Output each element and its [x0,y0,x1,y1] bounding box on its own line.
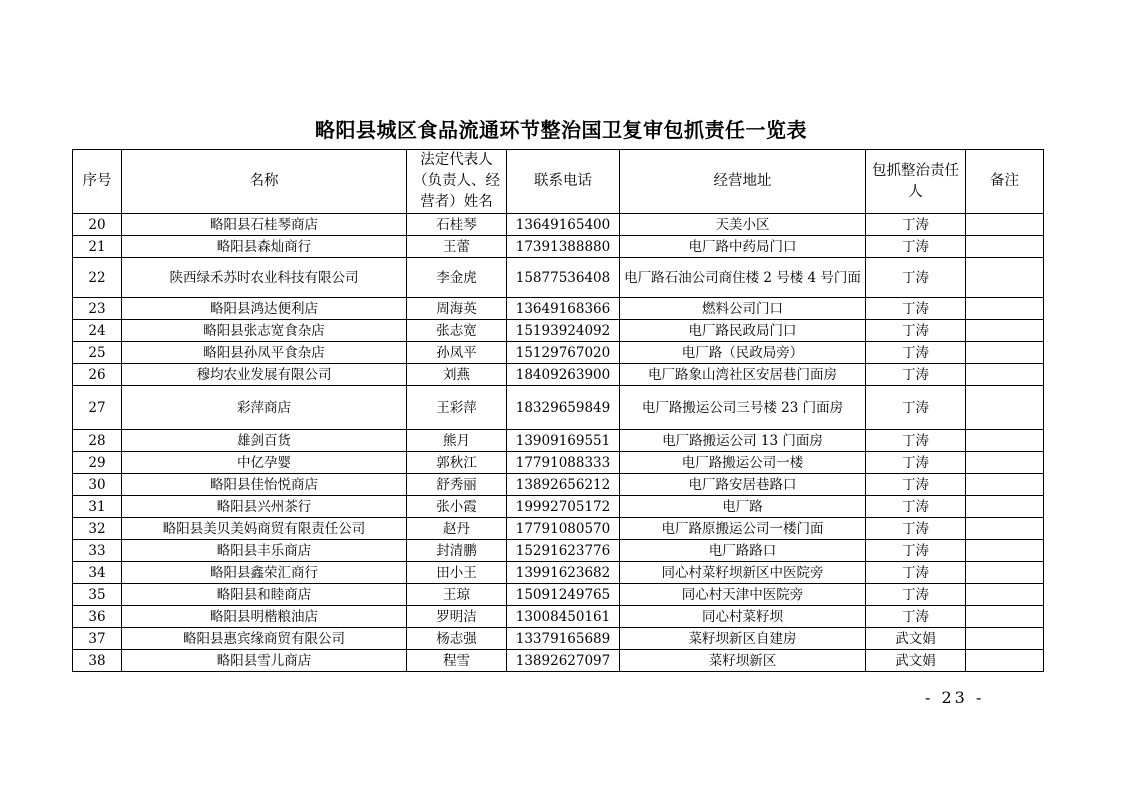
table-header-row [73,150,1044,214]
cell-responsible: 丁涛 [866,584,966,606]
page-title: 略阳县城区食品流通环节整治国卫复审包抓责任一览表 [315,118,807,142]
cell-responsible: 丁涛 [866,236,966,258]
cell-address: 电厂路搬运公司三号楼 23 门面房 [620,386,866,430]
cell-seq: 24 [73,320,122,342]
cell-address: 电厂路象山湾社区安居巷门面房 [620,364,866,386]
cell-responsible: 丁涛 [866,386,966,430]
cell-remark [966,364,1044,386]
cell-legal-rep: 刘燕 [407,364,507,386]
cell-legal-rep: 王琼 [407,584,507,606]
cell-phone: 15091249765 [507,584,620,606]
cell-remark [966,540,1044,562]
page-number: - 23 - [925,688,985,707]
cell-name: 略阳县兴州茶行 [122,496,407,518]
header-address: 经营地址 [620,150,866,214]
cell-seq: 25 [73,342,122,364]
cell-remark [966,236,1044,258]
cell-address: 电厂路石油公司商住楼 2 号楼 4 号门面 [620,258,866,298]
cell-phone: 18329659849 [507,386,620,430]
cell-phone: 13008450161 [507,606,620,628]
cell-responsible: 丁涛 [866,298,966,320]
cell-remark [966,518,1044,540]
cell-seq: 32 [73,518,122,540]
cell-responsible: 武文娟 [866,650,966,672]
cell-legal-rep: 程雪 [407,650,507,672]
cell-name: 略阳县森灿商行 [122,236,407,258]
table-row [73,236,1044,258]
cell-seq: 30 [73,474,122,496]
cell-legal-rep: 郭秋江 [407,452,507,474]
cell-legal-rep: 石桂琴 [407,214,507,236]
cell-phone: 15129767020 [507,342,620,364]
cell-name: 略阳县惠宾缘商贸有限公司 [122,628,407,650]
cell-name: 雄剑百货 [122,430,407,452]
cell-phone: 17791088333 [507,452,620,474]
cell-phone: 13892656212 [507,474,620,496]
cell-seq: 20 [73,214,122,236]
cell-name: 彩萍商店 [122,386,407,430]
table-row [73,364,1044,386]
cell-seq: 38 [73,650,122,672]
cell-address: 同心村天津中医院旁 [620,584,866,606]
cell-name: 中亿孕婴 [122,452,407,474]
cell-address: 天美小区 [620,214,866,236]
cell-phone: 13379165689 [507,628,620,650]
cell-seq: 23 [73,298,122,320]
cell-legal-rep: 李金虎 [407,258,507,298]
cell-seq: 29 [73,452,122,474]
cell-responsible: 丁涛 [866,342,966,364]
cell-phone: 19992705172 [507,496,620,518]
header-responsible: 包抓整治责任人 [866,150,966,214]
cell-phone: 13649168366 [507,298,620,320]
cell-phone: 18409263900 [507,364,620,386]
cell-phone: 15877536408 [507,258,620,298]
cell-phone: 17791080570 [507,518,620,540]
cell-responsible: 丁涛 [866,258,966,298]
header-name: 名称 [122,150,407,214]
cell-address: 电厂路（民政局旁） [620,342,866,364]
cell-responsible: 丁涛 [866,474,966,496]
table-row [73,496,1044,518]
table-row [73,606,1044,628]
cell-address: 燃料公司门口 [620,298,866,320]
cell-responsible: 丁涛 [866,606,966,628]
table-row [73,628,1044,650]
cell-responsible: 丁涛 [866,562,966,584]
cell-seq: 34 [73,562,122,584]
cell-address: 电厂路安居巷路口 [620,474,866,496]
cell-address: 菜籽坝新区 [620,650,866,672]
table-body [73,214,1044,672]
cell-phone: 15291623776 [507,540,620,562]
cell-remark [966,606,1044,628]
cell-remark [966,320,1044,342]
cell-remark [966,386,1044,430]
cell-responsible: 丁涛 [866,452,966,474]
cell-name: 穆均农业发展有限公司 [122,364,407,386]
cell-responsible: 丁涛 [866,430,966,452]
cell-legal-rep: 熊月 [407,430,507,452]
cell-remark [966,430,1044,452]
cell-phone: 13649165400 [507,214,620,236]
cell-remark [966,474,1044,496]
cell-name: 略阳县雪儿商店 [122,650,407,672]
table-row [73,258,1044,298]
cell-seq: 27 [73,386,122,430]
header-legal-rep: 法定代表人（负责人、经营者）姓名 [407,150,507,214]
table-row [73,650,1044,672]
cell-name: 略阳县美贝美妈商贸有限责任公司 [122,518,407,540]
cell-seq: 33 [73,540,122,562]
cell-responsible: 丁涛 [866,540,966,562]
cell-name: 略阳县石桂琴商店 [122,214,407,236]
cell-legal-rep: 周海英 [407,298,507,320]
cell-remark [966,628,1044,650]
cell-legal-rep: 田小王 [407,562,507,584]
cell-legal-rep: 王彩萍 [407,386,507,430]
header-seq: 序号 [73,150,122,214]
cell-remark [966,214,1044,236]
cell-seq: 35 [73,584,122,606]
table-row [73,452,1044,474]
cell-legal-rep: 孙凤平 [407,342,507,364]
table-row [73,342,1044,364]
cell-legal-rep: 张小霞 [407,496,507,518]
cell-seq: 26 [73,364,122,386]
cell-name: 略阳县和睦商店 [122,584,407,606]
table-row [73,386,1044,430]
cell-phone: 13909169551 [507,430,620,452]
header-phone: 联系电话 [507,150,620,214]
cell-address: 电厂路搬运公司一楼 [620,452,866,474]
cell-seq: 37 [73,628,122,650]
cell-address: 电厂路搬运公司 13 门面房 [620,430,866,452]
cell-remark [966,496,1044,518]
cell-responsible: 丁涛 [866,518,966,540]
cell-name: 略阳县孙凤平食杂店 [122,342,407,364]
cell-name: 略阳县明楷粮油店 [122,606,407,628]
cell-seq: 21 [73,236,122,258]
cell-phone: 17391388880 [507,236,620,258]
header-remark: 备注 [966,150,1044,214]
table-row [73,584,1044,606]
cell-remark [966,562,1044,584]
table-row [73,562,1044,584]
cell-responsible: 丁涛 [866,496,966,518]
cell-address: 菜籽坝新区自建房 [620,628,866,650]
table-row [73,518,1044,540]
cell-address: 电厂路 [620,496,866,518]
cell-name: 略阳县鸿达便利店 [122,298,407,320]
cell-phone: 13991623682 [507,562,620,584]
cell-name: 略阳县张志宽食杂店 [122,320,407,342]
cell-seq: 28 [73,430,122,452]
cell-seq: 22 [73,258,122,298]
cell-responsible: 武文娟 [866,628,966,650]
responsibility-table [72,149,1044,672]
table-row [73,320,1044,342]
cell-responsible: 丁涛 [866,364,966,386]
cell-name: 陕西绿禾苏时农业科技有限公司 [122,258,407,298]
cell-remark [966,584,1044,606]
cell-address: 同心村菜籽坝新区中医院旁 [620,562,866,584]
cell-seq: 31 [73,496,122,518]
cell-responsible: 丁涛 [866,214,966,236]
cell-address: 电厂路原搬运公司一楼门面 [620,518,866,540]
cell-legal-rep: 王蕾 [407,236,507,258]
cell-address: 电厂路民政局门口 [620,320,866,342]
cell-name: 略阳县鑫荣汇商行 [122,562,407,584]
table-row [73,474,1044,496]
cell-legal-rep: 赵丹 [407,518,507,540]
cell-phone: 15193924092 [507,320,620,342]
table-row [73,540,1044,562]
table-row [73,430,1044,452]
cell-seq: 36 [73,606,122,628]
cell-remark [966,452,1044,474]
table-row [73,214,1044,236]
cell-remark [966,298,1044,320]
cell-legal-rep: 张志宽 [407,320,507,342]
cell-address: 同心村菜籽坝 [620,606,866,628]
cell-responsible: 丁涛 [866,320,966,342]
cell-legal-rep: 罗明洁 [407,606,507,628]
cell-remark [966,342,1044,364]
table-row [73,298,1044,320]
cell-remark [966,258,1044,298]
cell-legal-rep: 杨志强 [407,628,507,650]
cell-name: 略阳县丰乐商店 [122,540,407,562]
cell-address: 电厂路路口 [620,540,866,562]
cell-remark [966,650,1044,672]
cell-legal-rep: 舒秀丽 [407,474,507,496]
cell-phone: 13892627097 [507,650,620,672]
cell-name: 略阳县佳怡悦商店 [122,474,407,496]
cell-legal-rep: 封清鹏 [407,540,507,562]
cell-address: 电厂路中药局门口 [620,236,866,258]
